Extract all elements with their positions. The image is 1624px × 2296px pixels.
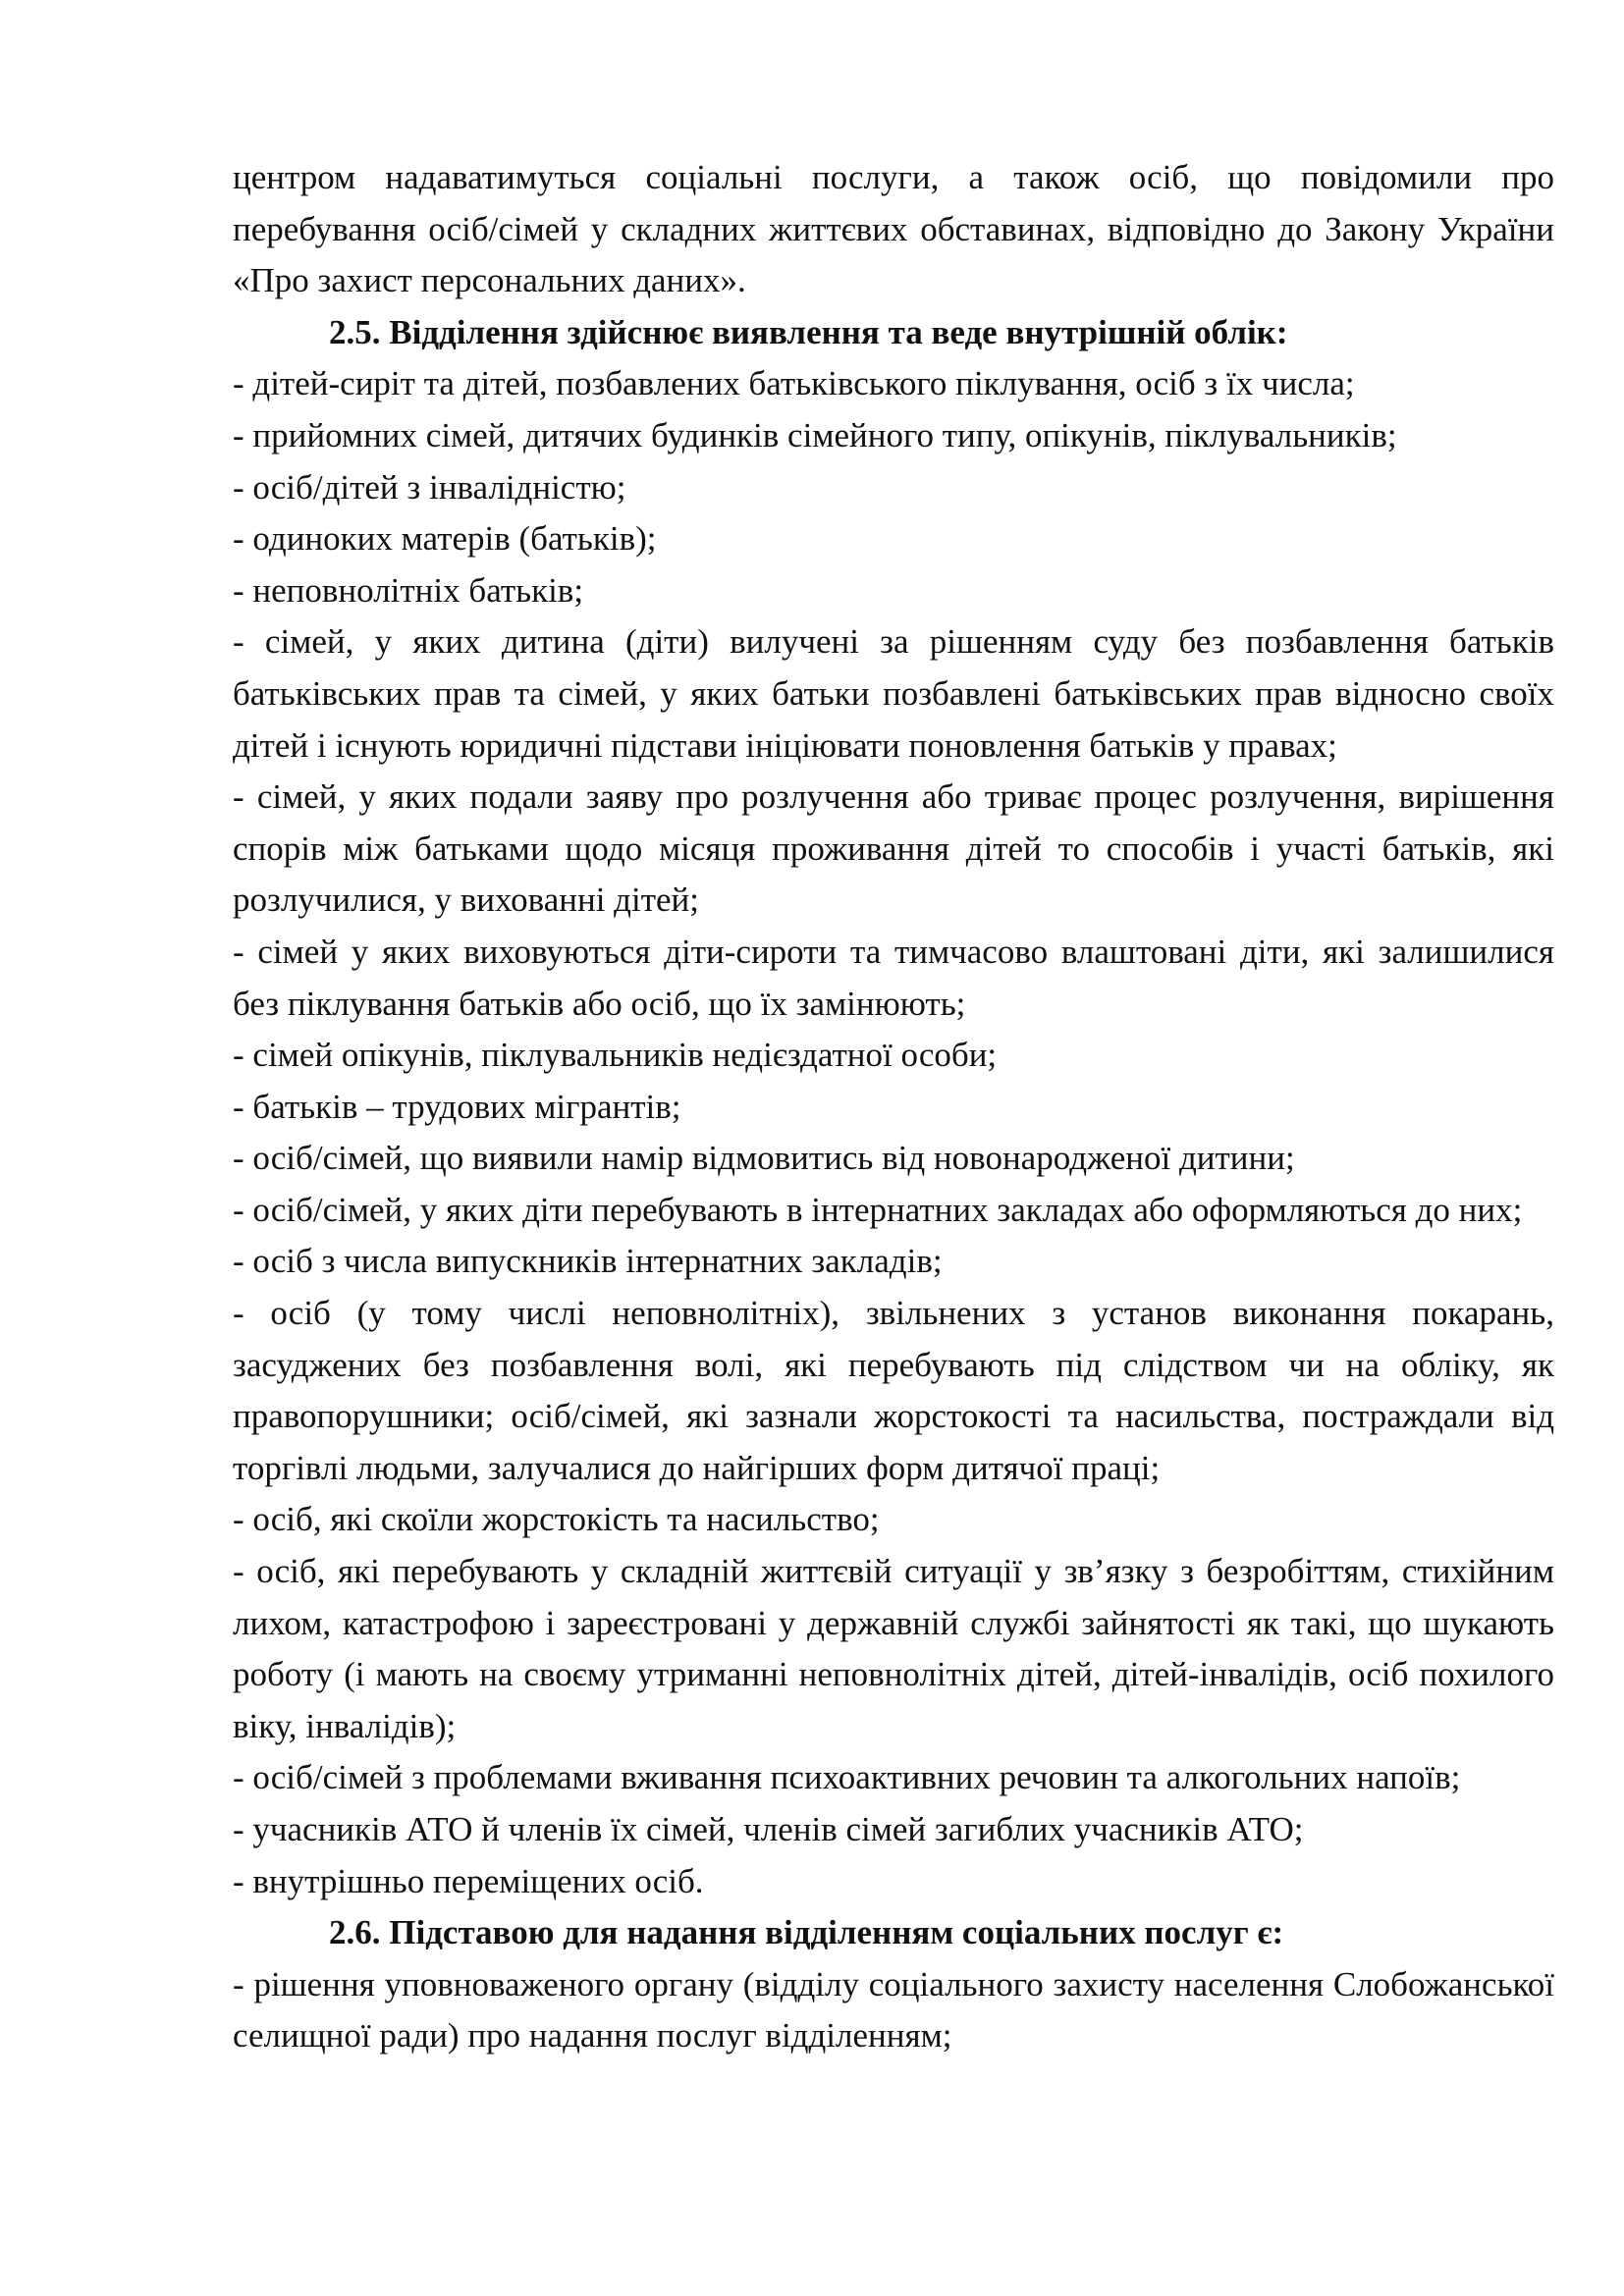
- list-item: - неповнолітніх батьків;: [233, 570, 584, 610]
- document-page: [233, 152, 1554, 2062]
- list-item: - осіб/сімей, що виявили намір відмовитись від новонародженої дитини;: [233, 1139, 1295, 1178]
- list-item: - сімей у яких виховуються діти-сироти та тимчасово влаштовані діти, які залишилися без піклування батьків або осіб, що їх замінюють;: [233, 932, 1554, 1023]
- list-item: - учасників АТО й членів їх сімей, членів сімей загиблих учасників АТО;: [233, 1810, 1304, 1848]
- list-item: - осіб з числа випускників інтернатних закладів;: [233, 1242, 943, 1281]
- list-item: - внутрішньо переміщених осіб.: [233, 1861, 704, 1900]
- section-heading-2-5: 2.5. Відділення здійснює виявлення та веде внутрішній облік:: [329, 312, 1288, 351]
- list-item: - сімей опікунів, піклувальників недієздатної особи;: [233, 1036, 998, 1075]
- section-heading-2-6: 2.6. Підставою для надання відділенням соціальних послуг є:: [329, 1913, 1284, 1952]
- list-item: - осіб, які скоїли жорстокість та насильство;: [233, 1500, 880, 1539]
- list-item: - дітей-сиріт та дітей, позбавлених батьківського піклування, осіб з їх числа;: [233, 364, 1355, 403]
- list-item: - сімей, у яких дитина (діти) вилучені за рішенням суду без позбавлення батьків батьківських прав та сімей, у яких батьки позбавлені батьківських прав відносно своїх дітей і існують юридичні підстави ініціювати поновлення батьків у правах;: [233, 622, 1554, 765]
- list-item: - осіб/сімей, у яких діти перебувають в інтернатних закладах або оформляються до них;: [233, 1190, 1523, 1229]
- list-item: - рішення уповноваженого органу (відділу соціального захисту населення Слобожанської селищної ради) про надання послуг відділенням;: [233, 1964, 1554, 2056]
- paragraph-intro: центром надаватимуться соціальні послуги, а також осіб, що повідомили про перебування осіб/сімей у складних життєвих обставинах, відповідно до Закону України «Про захист персональних даних».: [233, 158, 1554, 300]
- list-item: - осіб, які перебувають у складній життєвій ситуації у зв’язку з безробіттям, стихійним лихом, катастрофою і зареєстровані у державній службі зайнятості як такі, що шукають роботу (і мають на своєму утриманні неповнолітніх дітей, дітей-інвалідів, осіб похилого віку, інвалідів);: [233, 1552, 1554, 1745]
- list-item: - прийомних сімей, дитячих будинків сімейного типу, опікунів, піклувальників;: [233, 415, 1397, 454]
- list-item: - батьків – трудових мігрантів;: [233, 1087, 681, 1126]
- list-item: - осіб (у тому числі неповнолітніх), звільнених з установ виконання покарань, засуджених без позбавлення волі, які перебувають під слідством чи на обліку, як правопорушники; осіб/сімей, які зазнали жорстокості та насильства, постраждали від торгівлі людьми, залучалися до найгірших форм дитячої праці;: [233, 1294, 1554, 1487]
- list-item: - одиноких матерів (батьків);: [233, 519, 657, 559]
- list-item: - осіб/сімей з проблемами вживання психоактивних речовин та алкогольних напоїв;: [233, 1758, 1461, 1797]
- list-item: - осіб/дітей з інвалідністю;: [233, 467, 626, 507]
- list-item: - сімей, у яких подали заяву про розлучення або триває процес розлучення, вирішення спорів між батьками щодо місяця проживання дітей то способів і участі батьків, які розлучилися, у вихованні дітей;: [233, 777, 1554, 920]
